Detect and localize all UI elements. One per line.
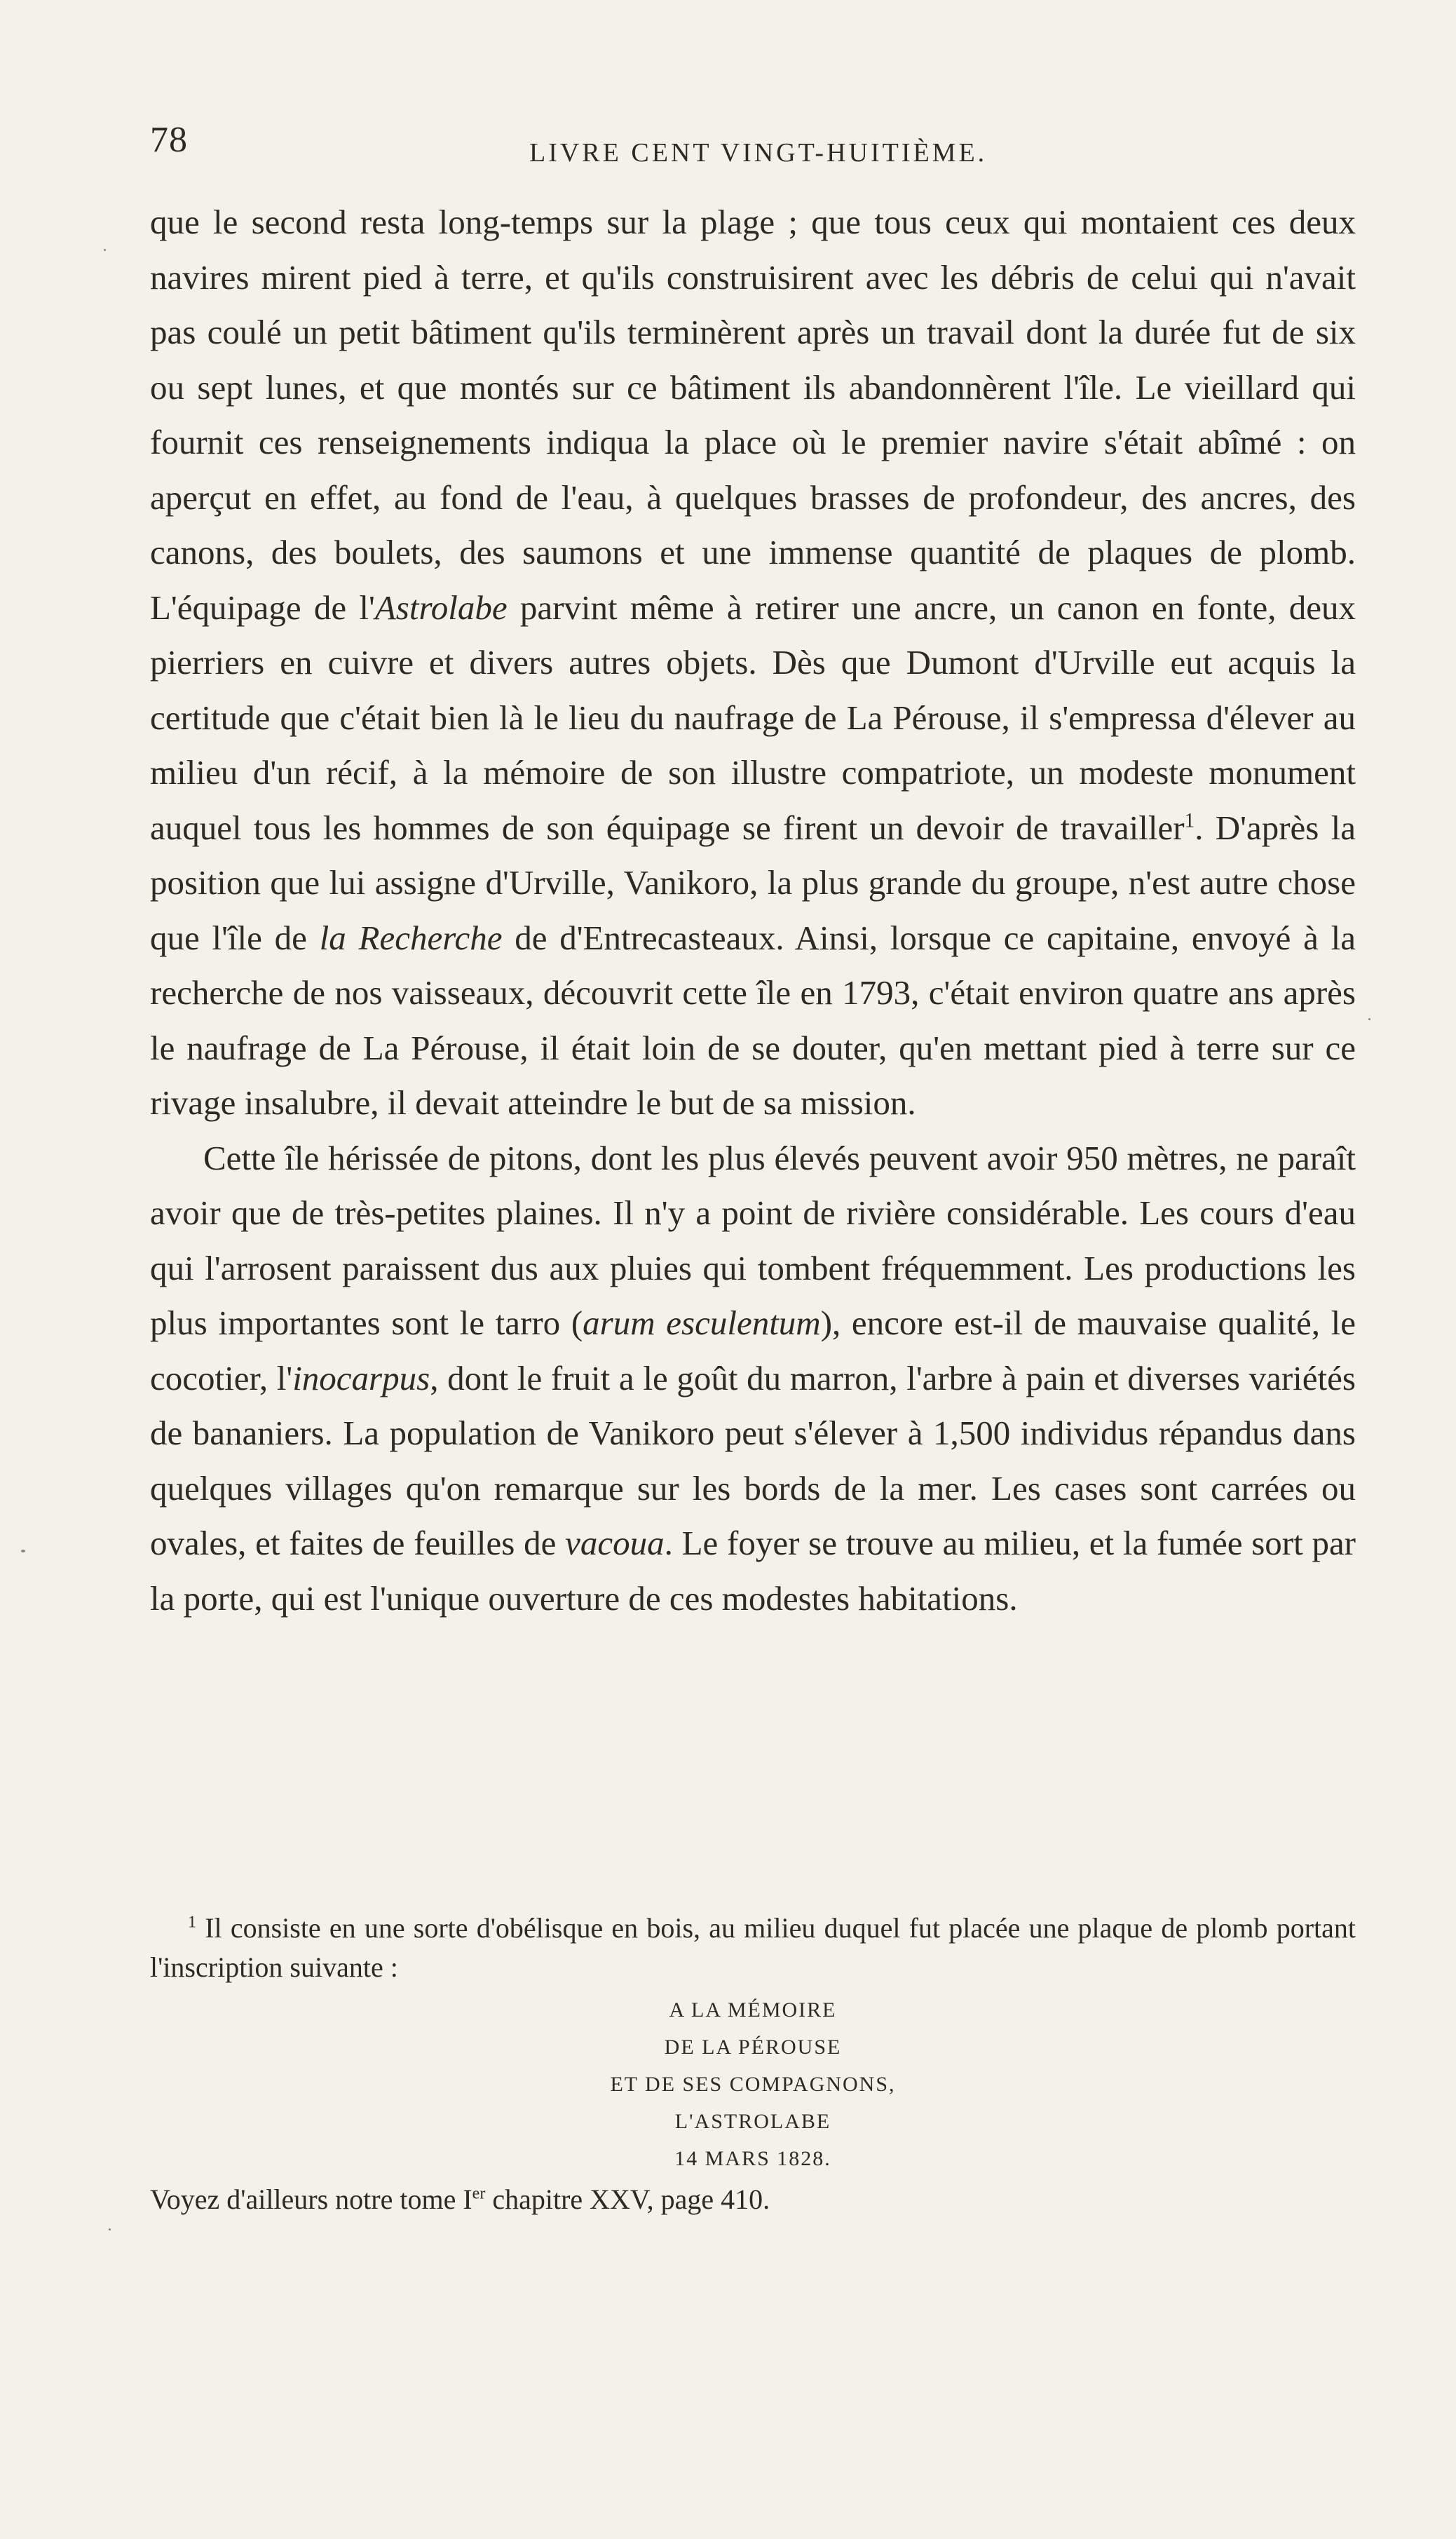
footnote-reference: 1: [1184, 809, 1195, 832]
p1-text-c: . D'après la position que lui assigne d'Urville, Vanikoro, la plus grande du groupe, n'est autre chose que l'île de: [150, 808, 1356, 957]
term-inocarpus: inocarpus: [292, 1358, 430, 1397]
inscription-line: ET DE SES COMPAGNONS,: [610, 2073, 896, 2096]
main-text: [150, 195, 1356, 1626]
term-arum-esculentum: arum esculentum: [583, 1304, 821, 1342]
footnote-intro-text: Il consiste en une sorte d'obélisque en bois, au milieu duquel fut placée une plaque de plomb portant l'inscription suivante :: [150, 1912, 1356, 1983]
p1-text-a: que le second resta long-temps sur la plage ; que tous ceux qui montaient ces deux navires mirent pied à terre, et qu'ils construisirent avec les débris de celui qui n'avait pas coulé un petit bâtiment qu'ils terminèrent après un travail dont la durée fut de six ou sept lunes, et que montés sur ce bâtiment ils abandonnèrent l'île. Le vieillard qui fournit ces renseignements indiqua la place où le premier navire s'était abîmé : on aperçut en effet, au fond de l'eau, à quelques brasses de profondeur, des ancres, des canons, des boulets, des saumons et une immense quantité de plaques de plomb. L'équipage de l': [150, 203, 1356, 627]
footnote-closing-text: Voyez d'ailleurs notre tome I: [150, 2183, 472, 2215]
ship-name-astrolabe: Astrolabe: [374, 588, 508, 627]
term-vacoua: vacoua: [565, 1524, 665, 1562]
inscription-line: A LA MÉMOIRE: [669, 1998, 837, 2022]
inscription-line: DE LA PÉROUSE: [664, 2036, 842, 2059]
ship-name-recherche: la Recherche: [319, 918, 503, 957]
p2-text-a: Cette île hérissée de pitons, dont les plus élevés peuvent avoir 950 mètres, ne paraît avoir que de très-petites plaines. Il n'y a point de rivière considérable. Les cours d'eau qui l'arrosent paraissent dus aux pluies qui tombent fréquemment. Les productions les plus importantes sont le tarro (: [150, 1138, 1356, 1342]
p2-text-d: . Le foyer se trouve au milieu, et la fumée sort par la porte, qui est l'unique ouverture de ces modestes habitations.: [150, 1524, 1356, 1618]
paper-speck: [109, 2228, 111, 2230]
paper-speck: [21, 1550, 25, 1552]
footnote-closing-text-end: chapitre XXV, page 410.: [485, 2183, 770, 2215]
inscription-line: 14 MARS 1828.: [674, 2147, 831, 2170]
inscription-block: [150, 1991, 1356, 2177]
inscription-line: L'ASTROLABE: [674, 2110, 831, 2133]
page-number: 78: [150, 120, 188, 160]
p2-text-b: ), encore est-il de mauvaise qualité, le cocotier, l': [150, 1304, 1356, 1397]
p1-text-b: parvint même à retirer une ancre, un canon en fonte, deux pierriers en cuivre et divers autres objets. Dès que Dumont d'Urville eut acquis la certitude que c'était bien là le lieu du naufrage de La Pérouse, il s'empressa d'élever au milieu d'un récif, à la mémoire de son illustre compatriote, un modeste monument auquel tous les hommes de son équipage se firent un devoir de travailler: [150, 588, 1356, 847]
p2-text-c: , dont le fruit a le goût du marron, l'arbre à pain et diverses variétés de bananiers. La population de Vanikoro peut s'élever à 1,500 individus répandus dans quelques villages qu'on remarque sur les bords de la mer. Les cases sont carrées ou ovales, et faites de feuilles de: [150, 1358, 1356, 1562]
footnote-closing-sup: er: [472, 2184, 486, 2203]
footnote-intro: [150, 1909, 1356, 1987]
paragraph-2: [150, 1131, 1356, 1627]
p1-text-d: de d'Entrecasteaux. Ainsi, lorsque ce capitaine, envoyé à la recherche de nos vaisseaux, découvrit cette île en 1793, c'était environ quatre ans après le naufrage de La Pérouse, il était loin de se douter, qu'en mettant pied à terre sur ce rivage insalubre, il devait atteindre le but de sa mission.: [150, 918, 1356, 1122]
footnote-closing: [150, 2180, 1356, 2219]
footnote-marker: 1: [188, 1913, 196, 1932]
paper-speck: [1368, 1018, 1370, 1020]
running-title: LIVRE CENT VINGT-HUITIÈME.: [529, 138, 988, 168]
footnote: [150, 1909, 1356, 2219]
paper-speck: [104, 249, 106, 251]
paragraph-1: [150, 195, 1356, 1131]
